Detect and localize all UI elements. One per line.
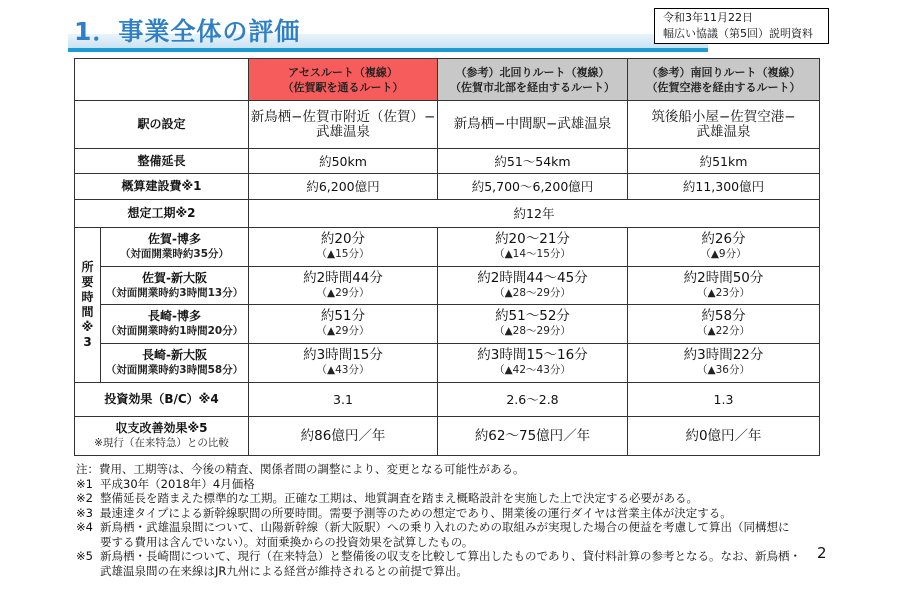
cell: 約86億円／年: [249, 417, 438, 456]
note-4: ※4 新鳥栖・武雄温泉間について、山陽新幹線（新大阪駅）への乗り入れのための取組みが実現した場合の便益を考慮して算出（同構想に: [76, 520, 790, 534]
cell: 約3時間15〜16分 （▲42〜43分）: [438, 344, 628, 383]
meeting-document-label: 幅広い協議（第5回）説明資料: [663, 27, 813, 40]
cell: 約51〜54km: [438, 149, 628, 174]
footnotes: [76, 462, 836, 578]
cell: 約26分 （▲9分）: [628, 228, 820, 267]
note-5-cont: 武雄温泉間の在来線はJR九州による経営が維持されるとの前提で算出。: [100, 563, 468, 578]
table-row-length: [75, 149, 820, 174]
row-label: 想定工期※2: [75, 200, 249, 228]
route-sub: （佐賀市北部を経由するルート）: [450, 80, 615, 94]
row-label: 収支改善効果※5 ※現行（在来特急）との比較: [75, 417, 249, 456]
cell-merged: 約12年: [249, 200, 820, 228]
title-rule: [68, 48, 708, 52]
route-name: （参考）南回りルート（複線）: [646, 65, 801, 79]
header-row: [75, 59, 820, 101]
cell: 新鳥栖−中間駅−武雄温泉: [438, 101, 628, 149]
column-header-north-route: [438, 59, 628, 101]
row-label: 投資効果（B/C）※4: [75, 383, 249, 417]
cell: 約58分 （▲22分）: [628, 305, 820, 344]
row-label: 佐賀-博多 （対面開業時約35分）: [101, 228, 249, 267]
cell: 筑後船小屋−佐賀空港− 武雄温泉: [628, 101, 820, 149]
row-label: 概算建設費※1: [75, 174, 249, 200]
table-row-cost: [75, 174, 820, 200]
cell: 約0億円／年: [628, 417, 820, 456]
cell: 約20〜21分 （▲14〜15分）: [438, 228, 628, 267]
travel-time-group-label: 所要時間※3: [75, 228, 101, 383]
note-5: ※5 新鳥栖・長崎間について、現行（在来特急）と整備後の収支を比較して算出したものであり、貸付料計算の参考となる。なお、新鳥栖・: [76, 549, 802, 563]
cell: 1.3: [628, 383, 820, 417]
cell: 約2時間44〜45分 （▲28〜29分）: [438, 267, 628, 305]
column-header-assess-route: [249, 59, 438, 101]
row-label: 長崎-博多 （対面開業時約1時間20分）: [101, 305, 249, 344]
route-sub: （佐賀空港を経由するルート）: [646, 80, 801, 94]
cell: 約50km: [249, 149, 438, 174]
cell: 約2時間44分 （▲29分）: [249, 267, 438, 305]
cell: 新鳥栖−佐賀市附近（佐賀）− 武雄温泉: [249, 101, 438, 149]
page-number: 2: [817, 544, 827, 562]
note-1: ※1 平成30年（2018年）4月価格: [76, 476, 255, 491]
route-sub: （佐賀駅を通るルート）: [282, 80, 404, 94]
table-row-time: [75, 305, 820, 344]
table-row-time: [75, 228, 820, 267]
note-4-cont: 要する費用は含んでいない）。対面乗換からの投資効果を試算したもの。: [100, 534, 474, 549]
cell: 3.1: [249, 383, 438, 417]
cell: 約11,300億円: [628, 174, 820, 200]
note-intro: 注：費用、工期等は、今後の精査、関係者間の調整により、変更となる可能性がある。: [76, 462, 525, 476]
meeting-date: 令和3年11月22日: [663, 11, 753, 24]
meeting-info-box: [654, 8, 829, 44]
row-label: 佐賀-新大阪 （対面開業時約3時間13分）: [101, 267, 249, 305]
row-label: 整備延長: [75, 149, 249, 174]
table-row-bc: [75, 383, 820, 417]
cell: 2.6〜2.8: [438, 383, 628, 417]
table-row-time: [75, 267, 820, 305]
table-row-period: [75, 200, 820, 228]
table-row-stations: [75, 101, 820, 149]
cell: 約3時間22分 （▲36分）: [628, 344, 820, 383]
row-label: 長崎-新大阪 （対面開業時約3時間58分）: [101, 344, 249, 383]
table-row-income: [75, 417, 820, 456]
note-3: ※3 最速達タイプによる新幹線駅間の所要時間。需要予測等のための想定であり、開業後の運行ダイヤは営業主体が決定する。: [76, 505, 732, 520]
evaluation-table: [74, 58, 820, 456]
cell: 約51分 （▲29分）: [249, 305, 438, 344]
column-header-south-route: [628, 59, 820, 101]
route-name: アセスルート（複線）: [288, 65, 398, 79]
title-bar: [68, 12, 708, 52]
cell: 約2時間50分 （▲23分）: [628, 267, 820, 305]
page-title: 1．事業全体の評価: [74, 17, 301, 46]
cell: 約20分 （▲15分）: [249, 228, 438, 267]
row-label: 駅の設定: [75, 101, 249, 149]
cell: 約6,200億円: [249, 174, 438, 200]
table-row-time: [75, 344, 820, 383]
note-2: ※2 整備延長を踏まえた標準的な工期。正確な工期は、地質調査を踏まえ概略設計を実施した上で決定する必要がある。: [76, 491, 698, 505]
cell: 約51km: [628, 149, 820, 174]
cell: 約3時間15分 （▲43分）: [249, 344, 438, 383]
cell: 約62〜75億円／年: [438, 417, 628, 456]
corner-cell: [75, 59, 249, 101]
cell: 約5,700〜6,200億円: [438, 174, 628, 200]
cell: 約51〜52分 （▲28〜29分）: [438, 305, 628, 344]
route-name: （参考）北回りルート（複線）: [455, 65, 610, 79]
